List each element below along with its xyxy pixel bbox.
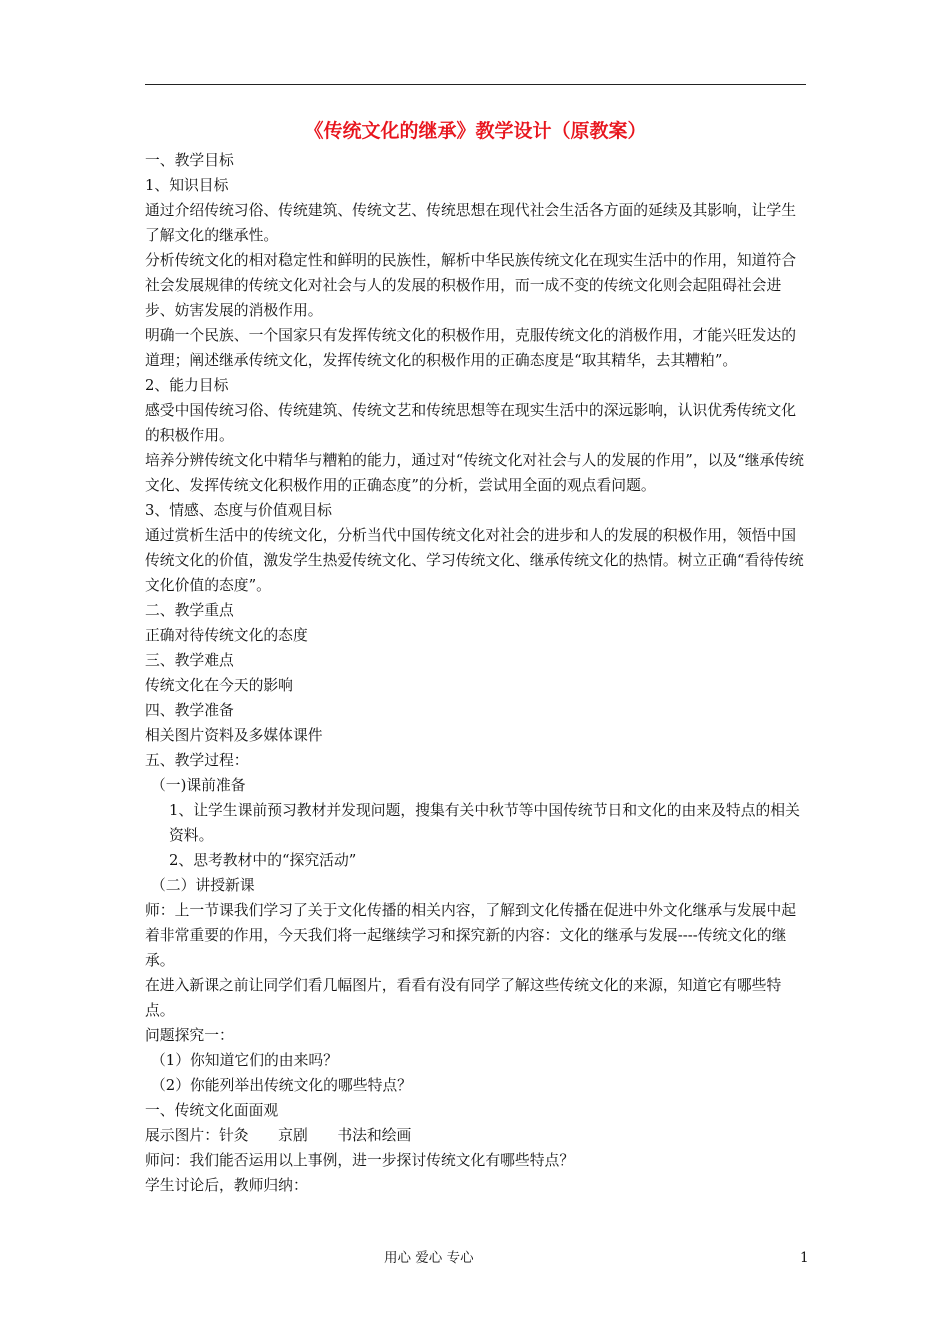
heading-key-points: 二、教学重点 xyxy=(145,602,234,619)
paragraph: 2、思考教材中的“探究活动” xyxy=(169,852,357,869)
subheading-inquiry-one: 问题探究一： xyxy=(145,1027,234,1044)
subheading-ability: 2、能力目标 xyxy=(145,377,229,394)
paragraph: 展示图片：针灸 京剧 书法和绘画 xyxy=(145,1127,412,1144)
paragraph: 感受中国传统习俗、传统建筑、传统文艺和传统思想等在现实生活中的深远影响，认识优秀传统文化的积极作用。 xyxy=(145,402,797,444)
document-title: 《传统文化的继承》教学设计（原教案） xyxy=(304,120,647,142)
page-footer xyxy=(0,1246,950,1271)
footer-text: 用心 爱心 专心 xyxy=(384,1250,474,1266)
paragraph: 师问：我们能否运用以上事例，进一步探讨传统文化有哪些特点？ xyxy=(145,1152,575,1169)
paragraph: 培养分辨传统文化中精华与糟粕的能力，通过对“传统文化对社会与人的发展的作用”，以及“继承传统文化、发挥传统文化积极作用的正确态度”的分析，尝试用全面的观点看问题。 xyxy=(145,452,804,494)
paragraph: 通过赏析生活中的传统文化，分析当代中国传统文化对社会的进步和人的发展的积极作用，领悟中国传统文化的价值，激发学生热爱传统文化、学习传统文化、继承传统文化的热情。树立正确“看待传统文化价值的态度”。 xyxy=(145,527,804,594)
subheading-knowledge: 1、知识目标 xyxy=(145,177,229,194)
subheading-new-lesson: （二）讲授新课 xyxy=(151,877,255,894)
paragraph: 在进入新课之前让同学们看几幅图片，看看有没有同学了解这些传统文化的来源，知道它有哪些特点。 xyxy=(145,977,782,1019)
paragraph: 相关图片资料及多媒体课件 xyxy=(145,727,323,744)
paragraph: 师：上一节课我们学习了关于文化传播的相关内容，了解到文化传播在促进中外文化继承与发展中起着非常重要的作用，今天我们将一起继续学习和探究新的内容：文化的继承与发展----传统文化的继承。 xyxy=(145,902,797,969)
paragraph: 学生讨论后，教师归纳： xyxy=(145,1177,308,1194)
paragraph: 正确对待传统文化的态度 xyxy=(145,627,308,644)
heading-difficulties: 三、教学难点 xyxy=(145,652,234,669)
subheading-overview: 一、传统文化面面观 xyxy=(145,1102,279,1119)
page-number: 1 xyxy=(800,1250,809,1266)
list-item: （1）你知道它们的由来吗？ xyxy=(151,1052,338,1069)
heading-objectives: 一、教学目标 xyxy=(145,152,234,169)
document-body xyxy=(145,148,810,1198)
paragraph: 通过介绍传统习俗、传统建筑、传统文艺、传统思想在现代社会生活各方面的延续及其影响，让学生了解文化的继承性。 xyxy=(145,202,797,244)
paragraph: 1、让学生课前预习教材并发现问题，搜集有关中秋节等中国传统节日和文化的由来及特点的相关资料。 xyxy=(169,802,800,844)
subheading-pre-class: （一)课前准备 xyxy=(151,777,246,794)
list-item: （2）你能列举出传统文化的哪些特点？ xyxy=(151,1077,412,1094)
paragraph: 传统文化在今天的影响 xyxy=(145,677,293,694)
heading-process: 五、教学过程： xyxy=(145,752,249,769)
heading-preparation: 四、教学准备 xyxy=(145,702,234,719)
header-rule xyxy=(145,84,806,85)
paragraph: 明确一个民族、一个国家只有发挥传统文化的积极作用，克服传统文化的消极作用，才能兴旺发达的道理；阐述继承传统文化，发挥传统文化的积极作用的正确态度是“取其精华，去其糟粕”。 xyxy=(145,327,797,369)
subheading-values: 3、情感、态度与价值观目标 xyxy=(145,502,332,519)
paragraph: 分析传统文化的相对稳定性和鲜明的民族性，解析中华民族传统文化在现实生活中的作用，知道符合社会发展规律的传统文化对社会与人的发展的积极作用，而一成不变的传统文化则会起阻碍社会进步、妨害发展的消极作用。 xyxy=(145,252,797,319)
